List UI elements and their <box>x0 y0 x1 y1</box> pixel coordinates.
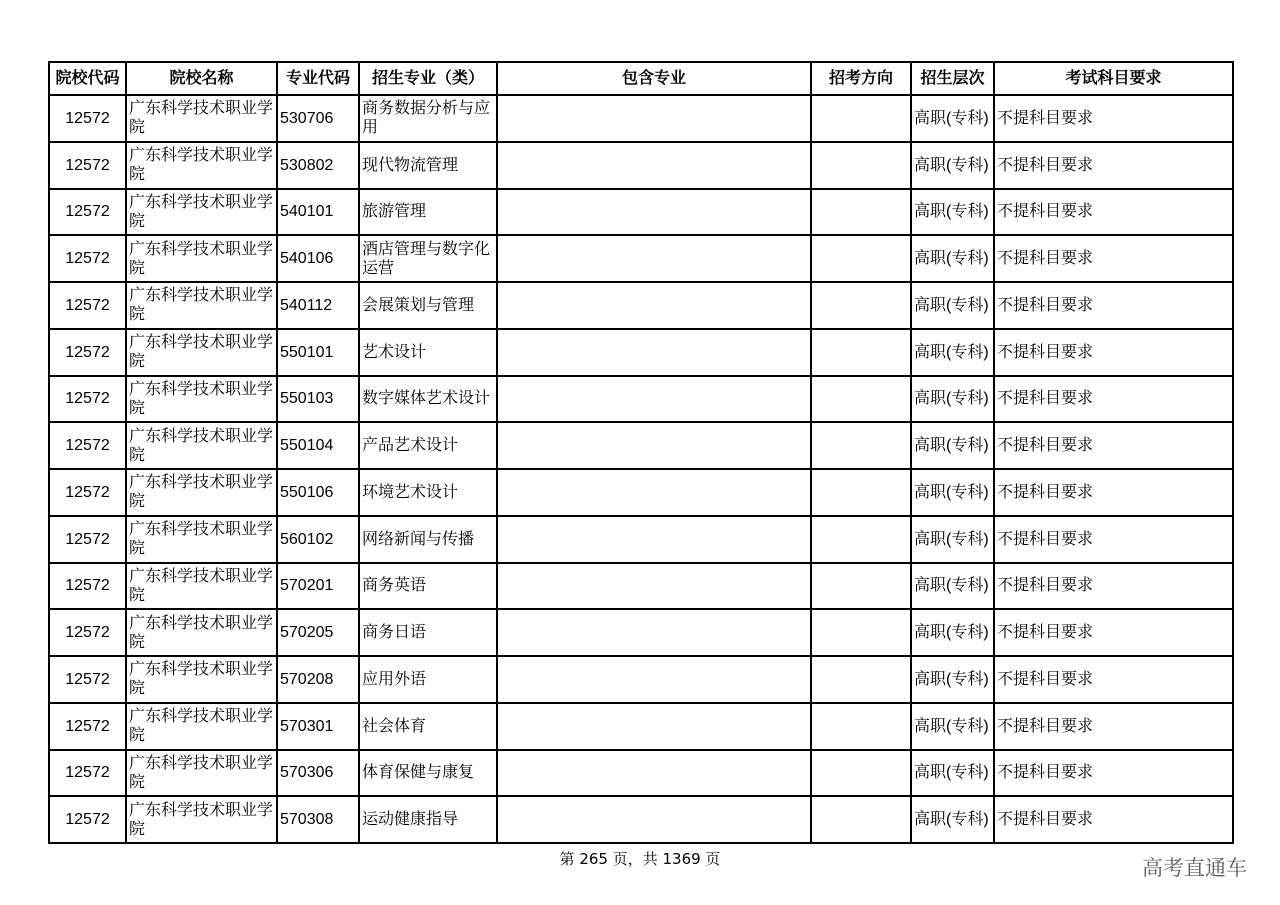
included-majors-cell <box>497 516 811 563</box>
major-name-cell: 现代物流管理 <box>359 142 497 189</box>
major-code-cell: 540106 <box>277 235 359 282</box>
school-name-cell: 广东科学技术职业学院 <box>126 656 277 703</box>
page-number-footer: 第 265 页，共 1369 页 <box>559 850 721 868</box>
subject-requirement-cell: 不提科目要求 <box>994 95 1233 142</box>
included-majors-cell <box>497 609 811 656</box>
subject-requirement-cell: 不提科目要求 <box>994 282 1233 329</box>
included-majors-cell <box>497 469 811 516</box>
major-name-cell: 数字媒体艺术设计 <box>359 376 497 423</box>
school-name-cell: 广东科学技术职业学院 <box>126 95 277 142</box>
major-name-cell: 环境艺术设计 <box>359 469 497 516</box>
major-name-cell: 应用外语 <box>359 656 497 703</box>
admission-direction-cell <box>811 282 911 329</box>
level-cell: 高职(专科) <box>911 142 994 189</box>
major-code-cell: 550104 <box>277 422 359 469</box>
school-name-cell: 广东科学技术职业学院 <box>126 609 277 656</box>
included-majors-cell <box>497 796 811 843</box>
included-majors-cell <box>497 563 811 610</box>
table-row <box>49 796 1233 843</box>
included-majors-cell <box>497 282 811 329</box>
school-name-cell: 广东科学技术职业学院 <box>126 329 277 376</box>
major-code-cell: 570208 <box>277 656 359 703</box>
included-majors-cell <box>497 95 811 142</box>
included-majors-cell <box>497 656 811 703</box>
table-row <box>49 95 1233 142</box>
table-row <box>49 142 1233 189</box>
level-cell: 高职(专科) <box>911 282 994 329</box>
header-school-name: 院校名称 <box>126 62 277 95</box>
major-name-cell: 酒店管理与数字化运营 <box>359 235 497 282</box>
school-code-cell: 12572 <box>49 189 126 236</box>
major-name-cell: 艺术设计 <box>359 329 497 376</box>
major-code-cell: 570205 <box>277 609 359 656</box>
level-cell: 高职(专科) <box>911 235 994 282</box>
subject-requirement-cell: 不提科目要求 <box>994 516 1233 563</box>
major-code-cell: 530802 <box>277 142 359 189</box>
subject-requirement-cell: 不提科目要求 <box>994 703 1233 750</box>
major-code-cell: 550101 <box>277 329 359 376</box>
school-code-cell: 12572 <box>49 563 126 610</box>
included-majors-cell <box>497 235 811 282</box>
school-name-cell: 广东科学技术职业学院 <box>126 796 277 843</box>
admission-direction-cell <box>811 656 911 703</box>
major-name-cell: 旅游管理 <box>359 189 497 236</box>
level-cell: 高职(专科) <box>911 563 994 610</box>
school-name-cell: 广东科学技术职业学院 <box>126 750 277 797</box>
school-code-cell: 12572 <box>49 516 126 563</box>
included-majors-cell <box>497 142 811 189</box>
table-row <box>49 329 1233 376</box>
major-code-cell: 540112 <box>277 282 359 329</box>
level-cell: 高职(专科) <box>911 469 994 516</box>
admission-direction-cell <box>811 469 911 516</box>
subject-requirement-cell: 不提科目要求 <box>994 796 1233 843</box>
major-name-cell: 运动健康指导 <box>359 796 497 843</box>
level-cell: 高职(专科) <box>911 609 994 656</box>
major-code-cell: 570201 <box>277 563 359 610</box>
school-code-cell: 12572 <box>49 796 126 843</box>
major-code-cell: 530706 <box>277 95 359 142</box>
school-name-cell: 广东科学技术职业学院 <box>126 516 277 563</box>
major-code-cell: 550106 <box>277 469 359 516</box>
school-code-cell: 12572 <box>49 750 126 797</box>
header-major-code: 专业代码 <box>277 62 359 95</box>
watermark-text: 高考直通车 <box>1142 856 1247 880</box>
header-included-majors: 包含专业 <box>497 62 811 95</box>
subject-requirement-cell: 不提科目要求 <box>994 750 1233 797</box>
major-name-cell: 商务日语 <box>359 609 497 656</box>
school-name-cell: 广东科学技术职业学院 <box>126 703 277 750</box>
included-majors-cell <box>497 189 811 236</box>
admission-direction-cell <box>811 796 911 843</box>
level-cell: 高职(专科) <box>911 329 994 376</box>
admission-direction-cell <box>811 563 911 610</box>
school-code-cell: 12572 <box>49 422 126 469</box>
table-row <box>49 703 1233 750</box>
level-cell: 高职(专科) <box>911 656 994 703</box>
major-code-cell: 570301 <box>277 703 359 750</box>
major-name-cell: 商务英语 <box>359 563 497 610</box>
school-code-cell: 12572 <box>49 469 126 516</box>
subject-requirement-cell: 不提科目要求 <box>994 235 1233 282</box>
level-cell: 高职(专科) <box>911 422 994 469</box>
program-table <box>48 61 1234 844</box>
admission-direction-cell <box>811 422 911 469</box>
included-majors-cell <box>497 703 811 750</box>
header-school-code: 院校代码 <box>49 62 126 95</box>
table-row <box>49 235 1233 282</box>
school-code-cell: 12572 <box>49 95 126 142</box>
header-level: 招生层次 <box>911 62 994 95</box>
school-name-cell: 广东科学技术职业学院 <box>126 469 277 516</box>
school-code-cell: 12572 <box>49 609 126 656</box>
table-row <box>49 422 1233 469</box>
admission-direction-cell <box>811 750 911 797</box>
school-code-cell: 12572 <box>49 235 126 282</box>
school-code-cell: 12572 <box>49 376 126 423</box>
school-name-cell: 广东科学技术职业学院 <box>126 563 277 610</box>
major-name-cell: 商务数据分析与应用 <box>359 95 497 142</box>
level-cell: 高职(专科) <box>911 516 994 563</box>
major-code-cell: 570308 <box>277 796 359 843</box>
subject-requirement-cell: 不提科目要求 <box>994 142 1233 189</box>
table-row <box>49 609 1233 656</box>
school-name-cell: 广东科学技术职业学院 <box>126 189 277 236</box>
table-row <box>49 750 1233 797</box>
school-code-cell: 12572 <box>49 282 126 329</box>
subject-requirement-cell: 不提科目要求 <box>994 656 1233 703</box>
included-majors-cell <box>497 750 811 797</box>
school-code-cell: 12572 <box>49 142 126 189</box>
major-code-cell: 550103 <box>277 376 359 423</box>
subject-requirement-cell: 不提科目要求 <box>994 563 1233 610</box>
admission-direction-cell <box>811 95 911 142</box>
level-cell: 高职(专科) <box>911 703 994 750</box>
major-name-cell: 社会体育 <box>359 703 497 750</box>
table-row <box>49 282 1233 329</box>
admission-direction-cell <box>811 235 911 282</box>
subject-requirement-cell: 不提科目要求 <box>994 422 1233 469</box>
major-name-cell: 体育保健与康复 <box>359 750 497 797</box>
subject-requirement-cell: 不提科目要求 <box>994 189 1233 236</box>
major-name-cell: 产品艺术设计 <box>359 422 497 469</box>
major-name-cell: 网络新闻与传播 <box>359 516 497 563</box>
school-name-cell: 广东科学技术职业学院 <box>126 282 277 329</box>
header-major-name: 招生专业（类） <box>359 62 497 95</box>
table-row <box>49 376 1233 423</box>
school-code-cell: 12572 <box>49 329 126 376</box>
admission-direction-cell <box>811 142 911 189</box>
school-code-cell: 12572 <box>49 703 126 750</box>
school-name-cell: 广东科学技术职业学院 <box>126 142 277 189</box>
major-name-cell: 会展策划与管理 <box>359 282 497 329</box>
school-name-cell: 广东科学技术职业学院 <box>126 235 277 282</box>
table-row <box>49 563 1233 610</box>
admission-direction-cell <box>811 703 911 750</box>
header-admission-direction: 招考方向 <box>811 62 911 95</box>
subject-requirement-cell: 不提科目要求 <box>994 469 1233 516</box>
admission-direction-cell <box>811 329 911 376</box>
school-name-cell: 广东科学技术职业学院 <box>126 422 277 469</box>
table-header-row <box>49 62 1233 95</box>
admission-direction-cell <box>811 609 911 656</box>
included-majors-cell <box>497 376 811 423</box>
major-code-cell: 540101 <box>277 189 359 236</box>
admission-direction-cell <box>811 189 911 236</box>
level-cell: 高职(专科) <box>911 750 994 797</box>
major-code-cell: 570306 <box>277 750 359 797</box>
included-majors-cell <box>497 422 811 469</box>
level-cell: 高职(专科) <box>911 376 994 423</box>
level-cell: 高职(专科) <box>911 796 994 843</box>
level-cell: 高职(专科) <box>911 189 994 236</box>
admission-direction-cell <box>811 376 911 423</box>
school-name-cell: 广东科学技术职业学院 <box>126 376 277 423</box>
table-row <box>49 516 1233 563</box>
included-majors-cell <box>497 329 811 376</box>
table-row <box>49 469 1233 516</box>
subject-requirement-cell: 不提科目要求 <box>994 376 1233 423</box>
table-row <box>49 656 1233 703</box>
header-subject-requirement: 考试科目要求 <box>994 62 1233 95</box>
major-code-cell: 560102 <box>277 516 359 563</box>
level-cell: 高职(专科) <box>911 95 994 142</box>
school-code-cell: 12572 <box>49 656 126 703</box>
subject-requirement-cell: 不提科目要求 <box>994 609 1233 656</box>
table-row <box>49 189 1233 236</box>
subject-requirement-cell: 不提科目要求 <box>994 329 1233 376</box>
admission-direction-cell <box>811 516 911 563</box>
